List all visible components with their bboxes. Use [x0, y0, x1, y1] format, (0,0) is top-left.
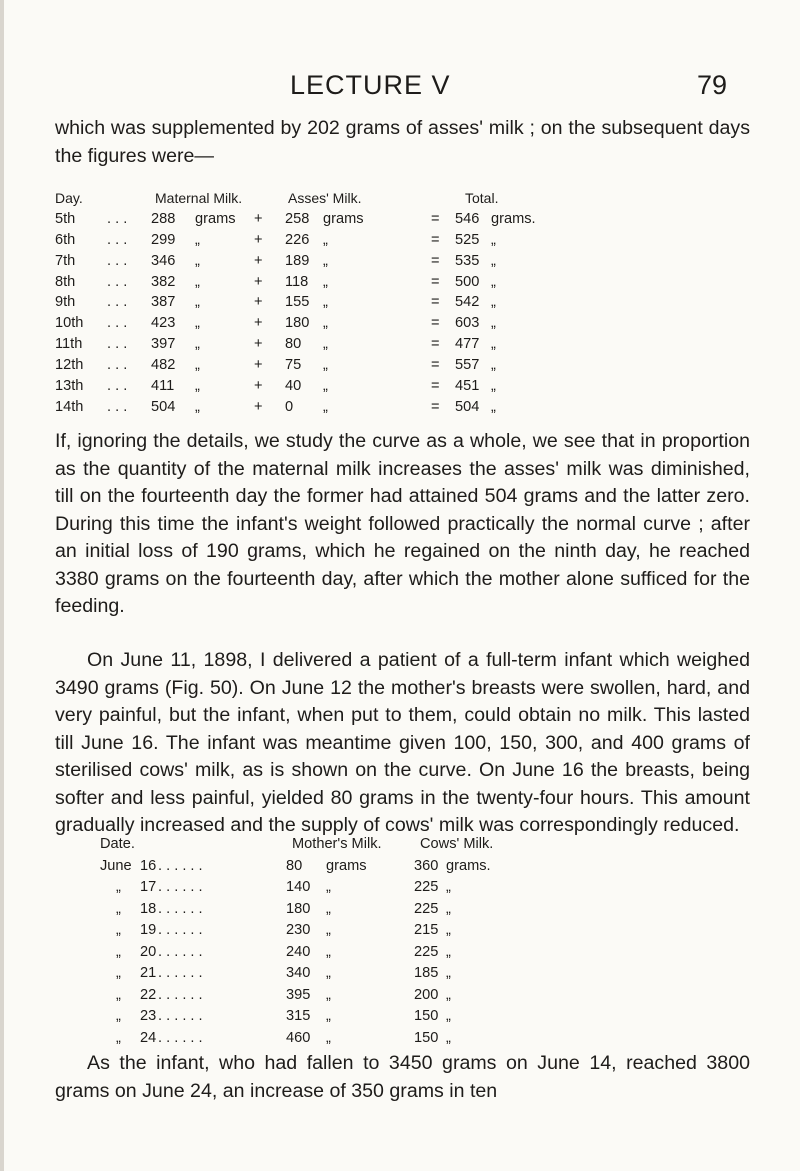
plus-sign: +: [254, 231, 263, 248]
mother-milk-cell: 340: [286, 965, 311, 981]
total-cell: 557: [455, 357, 480, 374]
col-header-day: Day.: [55, 190, 83, 206]
total-cell: 500: [455, 273, 480, 290]
leader-dots: . . . . . .: [158, 1029, 203, 1046]
col-header-date: Date.: [100, 836, 135, 852]
total-unit: „: [491, 378, 496, 395]
total-cell: 477: [455, 336, 480, 353]
date-number-cell: 22: [140, 986, 157, 1003]
leader-dots: . . . . . .: [158, 922, 203, 938]
day-cell: 14th: [55, 398, 84, 415]
equals-sign: =: [431, 336, 440, 353]
asses-unit: „: [323, 378, 328, 395]
leader-dots: . . . . . .: [158, 943, 203, 960]
plus-sign: +: [254, 252, 263, 269]
table-header-row: [100, 836, 760, 858]
mother-milk-cell: 395: [286, 986, 311, 1003]
table-row: [100, 1030, 760, 1052]
leader-dots: . . . . . .: [158, 965, 203, 981]
cows-milk-cell: 150: [414, 1008, 439, 1024]
date-cell: „: [116, 1008, 121, 1024]
total-unit: „: [491, 357, 496, 374]
leader-dots: . . . . . .: [158, 986, 203, 1003]
leader-dots: . . .: [107, 357, 128, 374]
total-cell: 525: [455, 231, 480, 248]
equals-sign: =: [431, 210, 440, 227]
day-cell: 13th: [55, 378, 84, 395]
total-unit: „: [491, 315, 496, 332]
maternal-cell: 504: [151, 398, 176, 415]
table-row: [55, 211, 755, 232]
total-unit: „: [491, 398, 496, 415]
asses-unit: grams: [323, 210, 364, 227]
day-cell: 6th: [55, 231, 76, 248]
cows-milk-cell: 225: [414, 900, 439, 917]
maternal-unit: grams: [195, 210, 236, 227]
asses-unit: „: [323, 294, 328, 311]
equals-sign: =: [431, 273, 440, 290]
leader-dots: . . .: [107, 252, 128, 269]
date-cell: „: [116, 879, 121, 895]
mother-milk-cell: 230: [286, 922, 311, 938]
maternal-cell: 288: [151, 210, 176, 227]
leader-dots: . . .: [107, 294, 128, 311]
maternal-unit: „: [195, 294, 200, 311]
cows-milk-cell: 225: [414, 943, 439, 960]
maternal-cell: 387: [151, 294, 176, 311]
maternal-cell: 382: [151, 273, 176, 290]
maternal-cell: 423: [151, 315, 176, 332]
asses-cell: 155: [285, 294, 310, 311]
mother-milk-cell: 240: [286, 943, 311, 960]
mother-milk-unit: „: [326, 900, 331, 917]
leader-dots: . . .: [107, 231, 128, 248]
total-unit: grams.: [491, 210, 536, 227]
asses-cell: 226: [285, 231, 310, 248]
leader-dots: . . .: [107, 336, 128, 353]
col-header-maternal: Maternal Milk.: [155, 190, 243, 206]
mother-milk-unit: „: [326, 943, 331, 960]
total-unit: „: [491, 231, 496, 248]
cows-milk-cell: 185: [414, 965, 439, 981]
table-row: [100, 879, 760, 901]
date-cell: „: [116, 965, 121, 981]
equals-sign: =: [431, 357, 440, 374]
date-number-cell: 17: [140, 879, 157, 895]
plus-sign: +: [254, 398, 263, 415]
cows-milk-unit: „: [446, 900, 451, 917]
table-row: [100, 1008, 760, 1030]
plus-sign: +: [254, 357, 263, 374]
equals-sign: =: [431, 252, 440, 269]
col-header-mother: Mother's Milk.: [292, 836, 382, 852]
leader-dots: . . .: [107, 210, 128, 227]
cows-milk-unit: „: [446, 1008, 451, 1024]
asses-cell: 75: [285, 357, 302, 374]
cows-milk-unit: „: [446, 922, 451, 938]
col-header-cows: Cows' Milk.: [420, 836, 494, 852]
maternal-cell: 299: [151, 231, 176, 248]
mother-milk-unit: „: [326, 1008, 331, 1024]
asses-unit: „: [323, 336, 328, 353]
mother-milk-unit: „: [326, 965, 331, 981]
maternal-unit: „: [195, 398, 200, 415]
table-row: [100, 922, 760, 944]
date-number-cell: 18: [140, 900, 157, 917]
mother-milk-unit: „: [326, 879, 331, 895]
col-header-asses: Asses' Milk.: [288, 190, 362, 206]
paragraph-curve-summary: If, ignoring the details, we study the curve as a whole, we see that in proportion as the quantity of the maternal milk increases the asses' milk was diminished, till on the fourteenth day the former had attained 504 grams and the latter zero. During this time the infant's weight followed practically the normal curve ; after an initial loss of 190 grams, which he regained on the ninth day, he reached 3380 grams on the fourteenth day, after which the mother alone sufficed for the feeding.: [55, 430, 750, 617]
mother-milk-cell: 80: [286, 857, 303, 874]
cows-milk-cell: 360: [414, 857, 439, 874]
date-number-cell: 16: [140, 857, 157, 874]
total-cell: 603: [455, 315, 480, 332]
day-cell: 11th: [55, 336, 83, 353]
feeding-table-1: [55, 190, 755, 420]
table-row: [55, 399, 755, 420]
total-cell: 504: [455, 398, 480, 415]
table-row: [100, 901, 760, 923]
cows-milk-unit: „: [446, 965, 451, 981]
total-unit: „: [491, 252, 496, 269]
table-row: [55, 232, 755, 253]
asses-cell: 80: [285, 336, 302, 353]
leader-dots: . . . . . .: [158, 1008, 203, 1024]
plus-sign: +: [254, 378, 263, 395]
date-number-cell: 24: [140, 1029, 157, 1046]
total-cell: 542: [455, 294, 480, 311]
cows-milk-unit: „: [446, 879, 451, 895]
asses-unit: „: [323, 398, 328, 415]
date-cell: „: [116, 900, 121, 917]
day-cell: 10th: [55, 315, 84, 332]
cows-milk-unit: „: [446, 1029, 451, 1046]
cows-milk-cell: 225: [414, 879, 439, 895]
table-row: [55, 315, 755, 336]
cows-milk-unit: „: [446, 943, 451, 960]
leader-dots: . . .: [107, 273, 128, 290]
mother-milk-unit: „: [326, 986, 331, 1003]
asses-cell: 40: [285, 378, 302, 395]
date-cell: „: [116, 943, 121, 960]
plus-sign: +: [254, 294, 263, 311]
maternal-cell: 346: [151, 252, 176, 269]
mother-milk-unit: „: [326, 922, 331, 938]
leader-dots: . . . . . .: [158, 879, 203, 895]
date-number-cell: 19: [140, 922, 157, 938]
maternal-unit: „: [195, 273, 200, 290]
total-unit: „: [491, 294, 496, 311]
table-row: [55, 294, 755, 315]
mother-milk-unit: „: [326, 1029, 331, 1046]
maternal-cell: 397: [151, 336, 176, 353]
maternal-cell: 411: [151, 378, 175, 395]
asses-unit: „: [323, 357, 328, 374]
plus-sign: +: [254, 273, 263, 290]
page-header: [0, 70, 800, 102]
leader-dots: . . .: [107, 315, 128, 332]
mother-milk-unit: grams: [326, 857, 367, 874]
asses-unit: „: [323, 315, 328, 332]
table-header-row: [55, 190, 755, 211]
leader-dots: . . .: [107, 378, 128, 395]
intro-paragraph: which was supplemented by 202 grams of asses' milk ; on the subsequent days the figures were—: [55, 117, 750, 167]
plus-sign: +: [254, 210, 263, 227]
leader-dots: . . . . . .: [158, 857, 203, 874]
total-cell: 535: [455, 252, 480, 269]
table-row: [100, 858, 760, 880]
cows-milk-unit: „: [446, 986, 451, 1003]
mother-milk-cell: 460: [286, 1029, 311, 1046]
date-number-cell: 21: [140, 965, 157, 981]
paragraph-conclusion: As the infant, who had fallen to 3450 grams on June 14, reached 3800 grams on June 24, an increase of 350 grams in ten: [55, 1052, 750, 1102]
table-row: [55, 253, 755, 274]
date-cell: „: [116, 986, 121, 1003]
maternal-unit: „: [195, 315, 200, 332]
maternal-unit: „: [195, 336, 200, 353]
day-cell: 5th: [55, 210, 76, 227]
asses-cell: 180: [285, 315, 310, 332]
table-row: [55, 378, 755, 399]
total-unit: „: [491, 336, 496, 353]
leader-dots: . . . . . .: [158, 900, 203, 917]
total-unit: „: [491, 273, 496, 290]
equals-sign: =: [431, 294, 440, 311]
date-cell: „: [116, 1029, 121, 1046]
table-row: [55, 357, 755, 378]
table-row: [100, 965, 760, 987]
asses-cell: 189: [285, 252, 310, 269]
total-cell: 451: [455, 378, 480, 395]
paragraph-june-case: On June 11, 1898, I delivered a patient of a full-term infant which weighed 3490 grams (Fig. 50). On June 12 the mother's breasts were swollen, hard, and very painful, but the infant, when put to them, could obtain no milk. This lasted till June 16. The infant was meantime given 100, 150, 300, and 400 grams of sterilised cows' milk, as is shown on the curve. On June 16 the breasts, being softer and less painful, yielded 80 grams in the twenty-four hours. This amount gradually increased and the supply of cows' milk was correspondingly reduced.: [55, 649, 750, 836]
asses-unit: „: [323, 231, 328, 248]
cows-milk-cell: 150: [414, 1029, 439, 1046]
equals-sign: =: [431, 231, 440, 248]
equals-sign: =: [431, 398, 440, 415]
cows-milk-cell: 200: [414, 986, 439, 1003]
maternal-unit: „: [195, 231, 200, 248]
maternal-unit: „: [195, 357, 200, 374]
leader-dots: . . .: [107, 398, 128, 415]
running-title: LECTURE V: [290, 70, 451, 100]
plus-sign: +: [254, 336, 263, 353]
feeding-table-2: [100, 836, 760, 1051]
maternal-cell: 482: [151, 357, 176, 374]
table-row: [55, 274, 755, 295]
equals-sign: =: [431, 315, 440, 332]
asses-cell: 118: [285, 273, 309, 290]
table-row: [100, 987, 760, 1009]
equals-sign: =: [431, 378, 440, 395]
asses-cell: 0: [285, 398, 294, 415]
cows-milk-cell: 215: [414, 922, 439, 938]
page-edge: [0, 0, 4, 1171]
day-cell: 8th: [55, 273, 76, 290]
date-cell: „: [116, 922, 121, 938]
date-cell: June: [100, 857, 132, 874]
maternal-unit: „: [195, 252, 200, 269]
total-cell: 546: [455, 210, 480, 227]
col-header-total: Total.: [465, 190, 499, 206]
asses-unit: „: [323, 273, 328, 290]
page-number: 79: [697, 70, 728, 100]
day-cell: 12th: [55, 357, 84, 374]
asses-unit: „: [323, 252, 328, 269]
plus-sign: +: [254, 315, 263, 332]
mother-milk-cell: 140: [286, 879, 311, 895]
day-cell: 9th: [55, 294, 76, 311]
maternal-unit: „: [195, 378, 200, 395]
asses-cell: 258: [285, 210, 310, 227]
day-cell: 7th: [55, 252, 76, 269]
mother-milk-cell: 180: [286, 900, 311, 917]
cows-milk-unit: grams.: [446, 857, 491, 874]
date-number-cell: 20: [140, 943, 157, 960]
table-row: [100, 944, 760, 966]
mother-milk-cell: 315: [286, 1008, 311, 1024]
table-row: [55, 336, 755, 357]
date-number-cell: 23: [140, 1008, 157, 1024]
